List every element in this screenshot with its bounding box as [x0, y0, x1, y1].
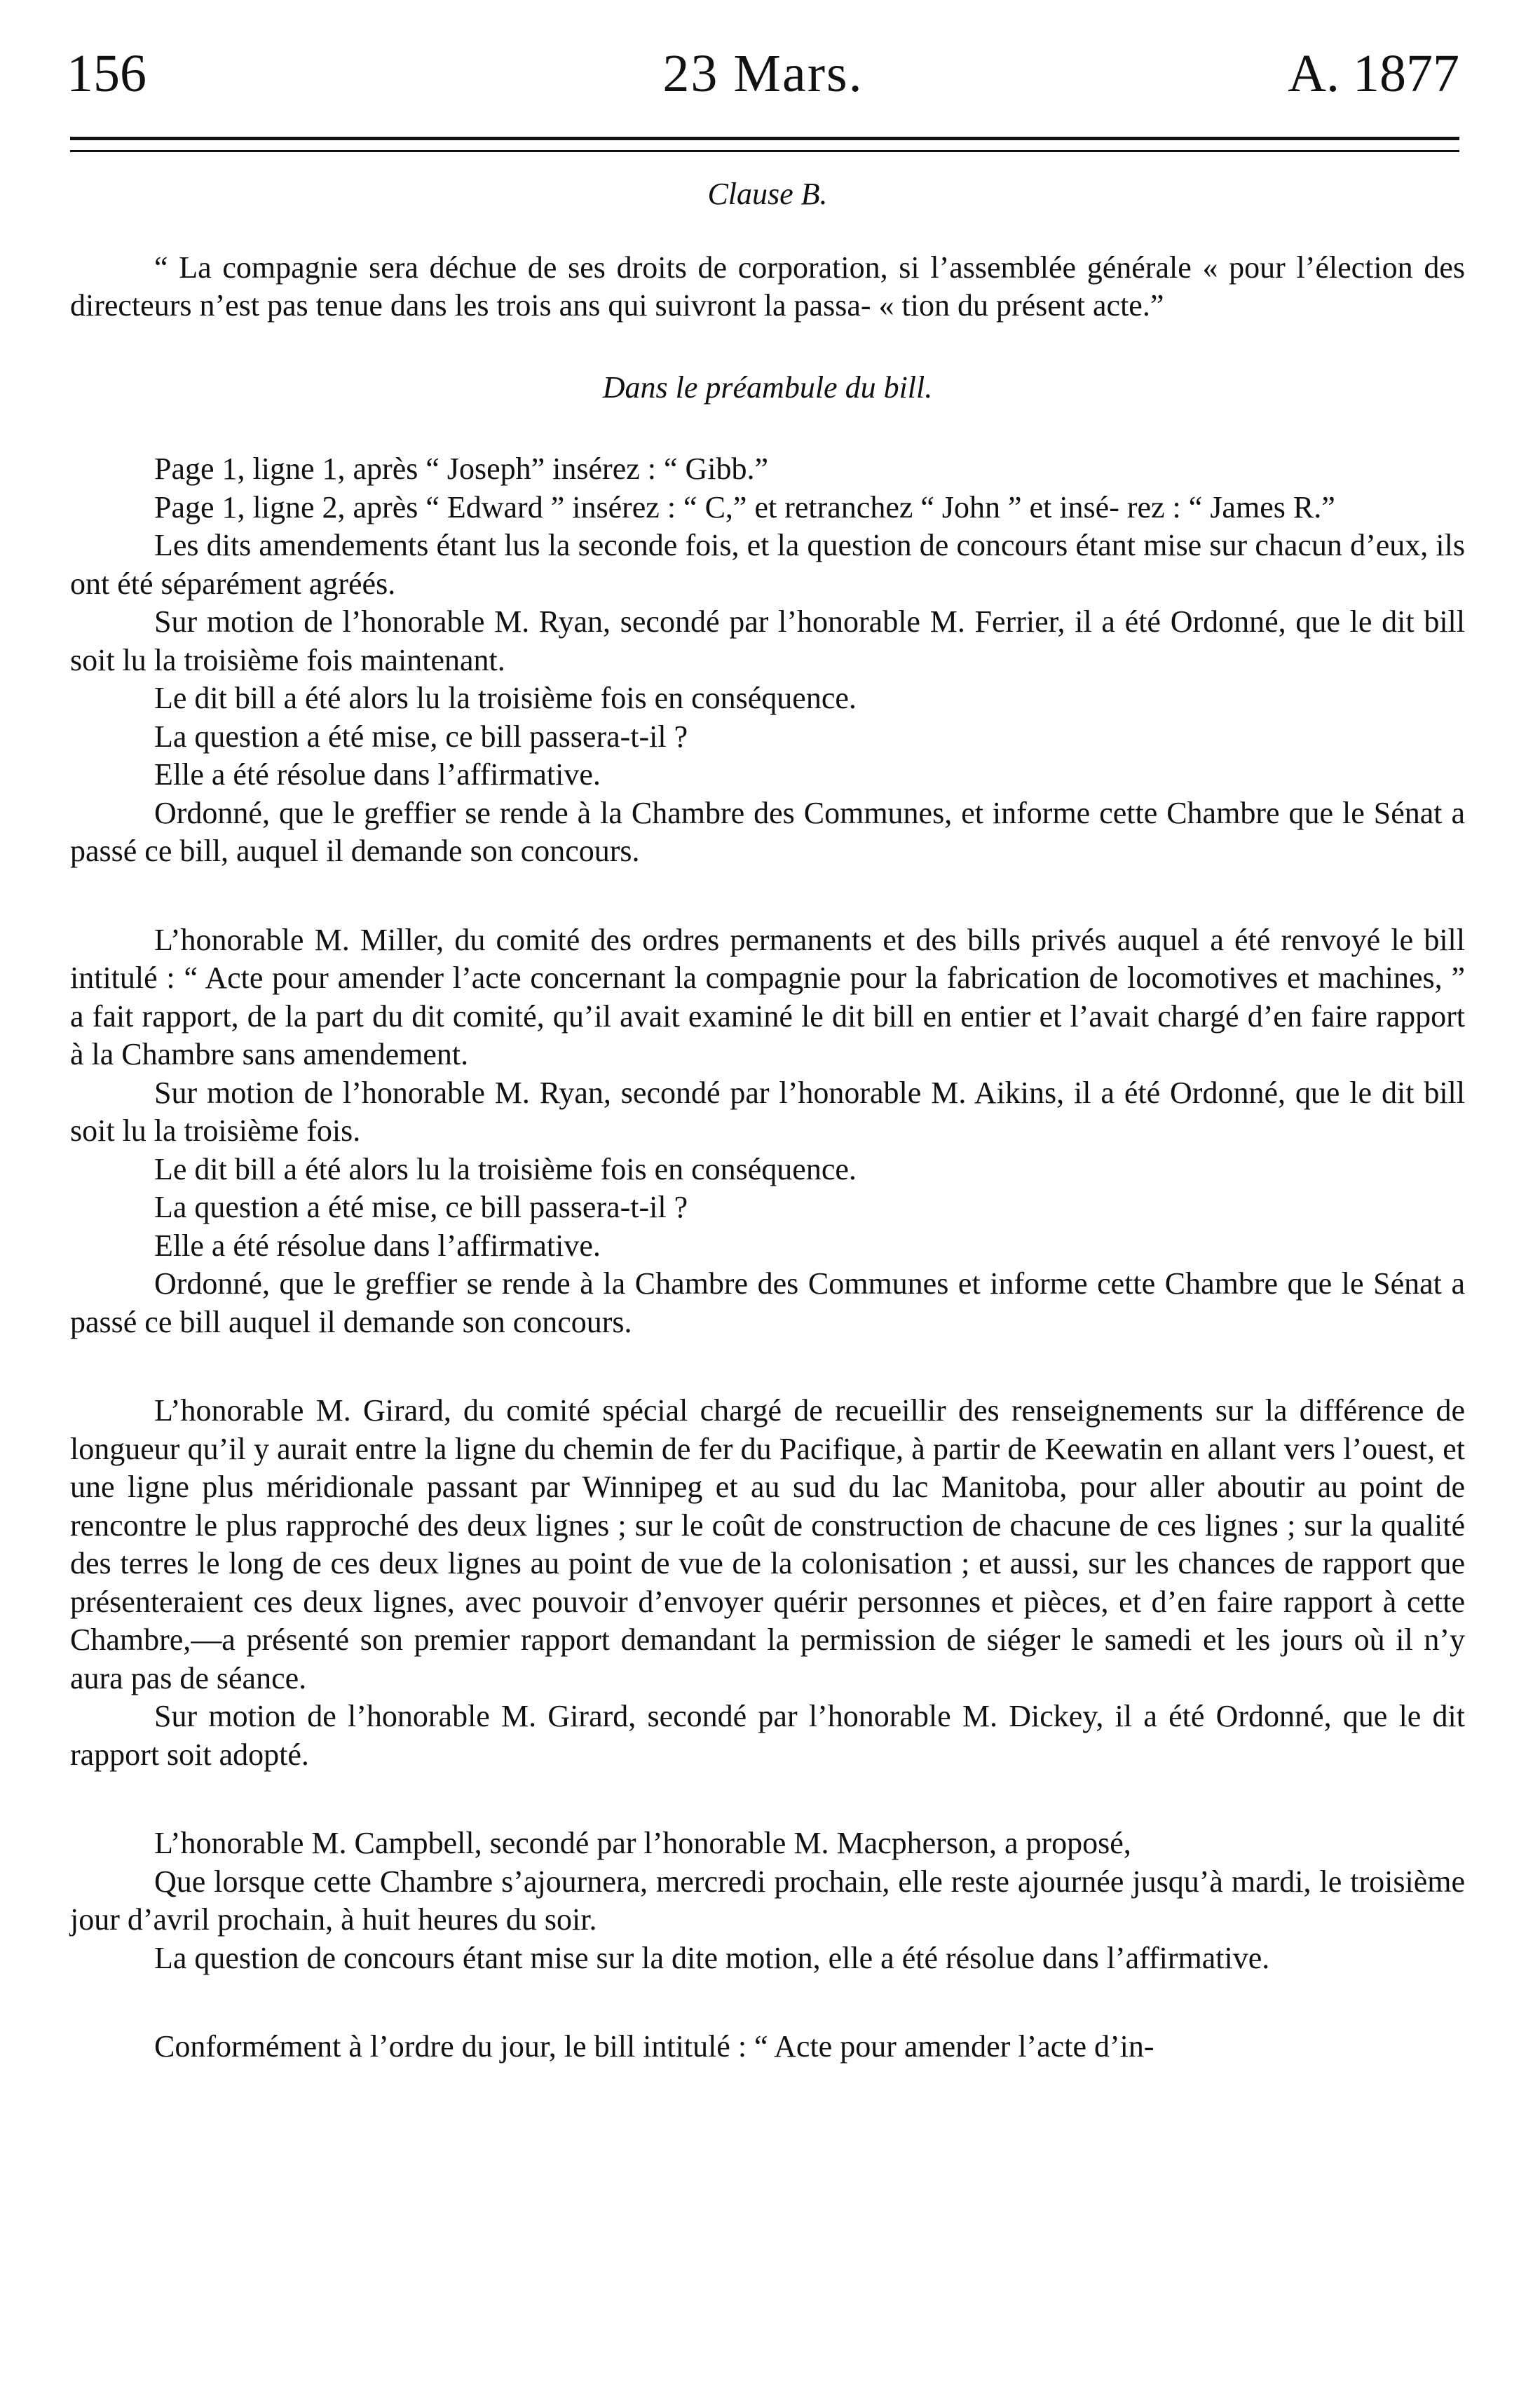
paragraph-campbell-motion: L’honorable M. Campbell, secondé par l’honorable M. Macpherson, a proposé,: [154, 1826, 1131, 1860]
clause-heading: Clause B.: [707, 177, 828, 211]
clause-text: “ La compagnie sera déchue de ses droits de corporation, si l’assemblée générale « pour l’élection des directeurs n’est pas tenue dans les trois ans qui suivront la passa- « tion du présent acte.”: [70, 250, 1465, 323]
header-year: A. 1877: [1288, 44, 1459, 103]
amendment-2: Page 1, ligne 2, après “ Edward ” insérez : “ C,” et retranchez “ John ” et insé- rez : “ James R.”: [154, 489, 1335, 524]
paragraph-ordered-clerk-2: Ordonné, que le greffier se rende à la Chambre des Communes et informe cette Chambre que le Sénat a passé ce bill auquel il demande son concours.: [70, 1266, 1465, 1339]
paragraph-resolved-2: Elle a été résolue dans l’affirmative.: [154, 1228, 601, 1263]
paragraph-amendments-agreed: Les dits amendements étant lus la seconde fois, et la question de concours étant mise sur chacun d’eux, ils ont été séparément agréés.: [70, 528, 1465, 601]
paragraph-third-reading: Le dit bill a été alors lu la troisième fois en conséquence.: [154, 681, 857, 715]
header-rule-thin: [70, 150, 1459, 152]
preamble-heading: Dans le préambule du bill.: [602, 370, 933, 405]
paragraph-adjournment: Que lorsque cette Chambre s’ajournera, mercredi prochain, elle reste ajournée jusqu’à mardi, le troisième jour d’avril prochain, à huit heures du soir.: [70, 1864, 1465, 1937]
amendment-1: Page 1, ligne 1, après “ Joseph” insérez : “ Gibb.”: [154, 452, 769, 486]
paragraph-question-put: La question a été mise, ce bill passera-t-il ?: [154, 719, 688, 754]
paragraph-ordered-clerk: Ordonné, que le greffier se rende à la Chambre des Communes, et informe cette Chambre que le Sénat a passé ce bill, auquel il demande son concours.: [70, 795, 1465, 868]
paragraph-order-of-day: Conformément à l’ordre du jour, le bill intitulé : “ Acte pour amender l’acte d’in-: [154, 2029, 1154, 2064]
paragraph-motion-girard-dickey: Sur motion de l’honorable M. Girard, secondé par l’honorable M. Dickey, il a été Ordonné, que le dit rapport soit adopté.: [70, 1699, 1465, 1772]
paragraph-third-reading-2: Le dit bill a été alors lu la troisième fois en conséquence.: [154, 1151, 857, 1186]
paragraph-resolved: Elle a été résolue dans l’affirmative.: [154, 757, 601, 792]
paragraph-concurrence: La question de concours étant mise sur la dite motion, elle a été résolue dans l’affirmative.: [154, 1940, 1270, 1975]
paragraph-girard-report: L’honorable M. Girard, du comité spécial chargé de recueillir des renseignements sur la différence de longueur qu’il y aurait entre la ligne du chemin de fer du Pacifique, à partir de Keewatin en allant vers l’ouest, et une ligne plus méridionale passant par Winnipeg et au sud du lac Manitoba, pour aller aboutir au point de rencontre le plus rapproché des deux lignes ; sur le coût de construction de chacune de ces lignes ; sur la qualité des terres le long de ces deux lignes au point de vue de la colonisation ; et aussi, sur les chances de rapport que présenteraient ces deux lignes, avec pouvoir d’envoyer quérir personnes et pièces, et d’en faire rapport à cette Chambre,—a présenté son premier rapport demandant la permission de siéger le samedi et les jours où il n’y aura pas de séance.: [70, 1393, 1465, 1695]
page-body: [70, 175, 1465, 2066]
page-header: [67, 35, 1459, 112]
paragraph-miller-report: L’honorable M. Miller, du comité des ordres permanents et des bills privés auquel a été renvoyé le bill intitulé : “ Acte pour amender l’acte concernant la compagnie pour la fabrication de locomotives et machines, ” a fait rapport, de la part du dit comité, qu’il avait examiné le dit bill en entier et l’avait chargé d’en faire rapport à la Chambre sans amendement.: [70, 922, 1465, 1071]
paragraph-question-put-2: La question a été mise, ce bill passera-t-il ?: [154, 1190, 688, 1224]
paragraph-motion-ryan-ferrier: Sur motion de l’honorable M. Ryan, secondé par l’honorable M. Ferrier, il a été Ordonné, que le dit bill soit lu la troisième fois maintenant.: [70, 604, 1465, 677]
page-number: 156: [67, 44, 146, 103]
header-date: 23 Mars.: [662, 44, 864, 103]
paragraph-motion-ryan-aikins: Sur motion de l’honorable M. Ryan, secondé par l’honorable M. Aikins, il a été Ordonné, que le dit bill soit lu la troisième fois.: [70, 1075, 1465, 1148]
header-rule-thick: [70, 137, 1459, 140]
